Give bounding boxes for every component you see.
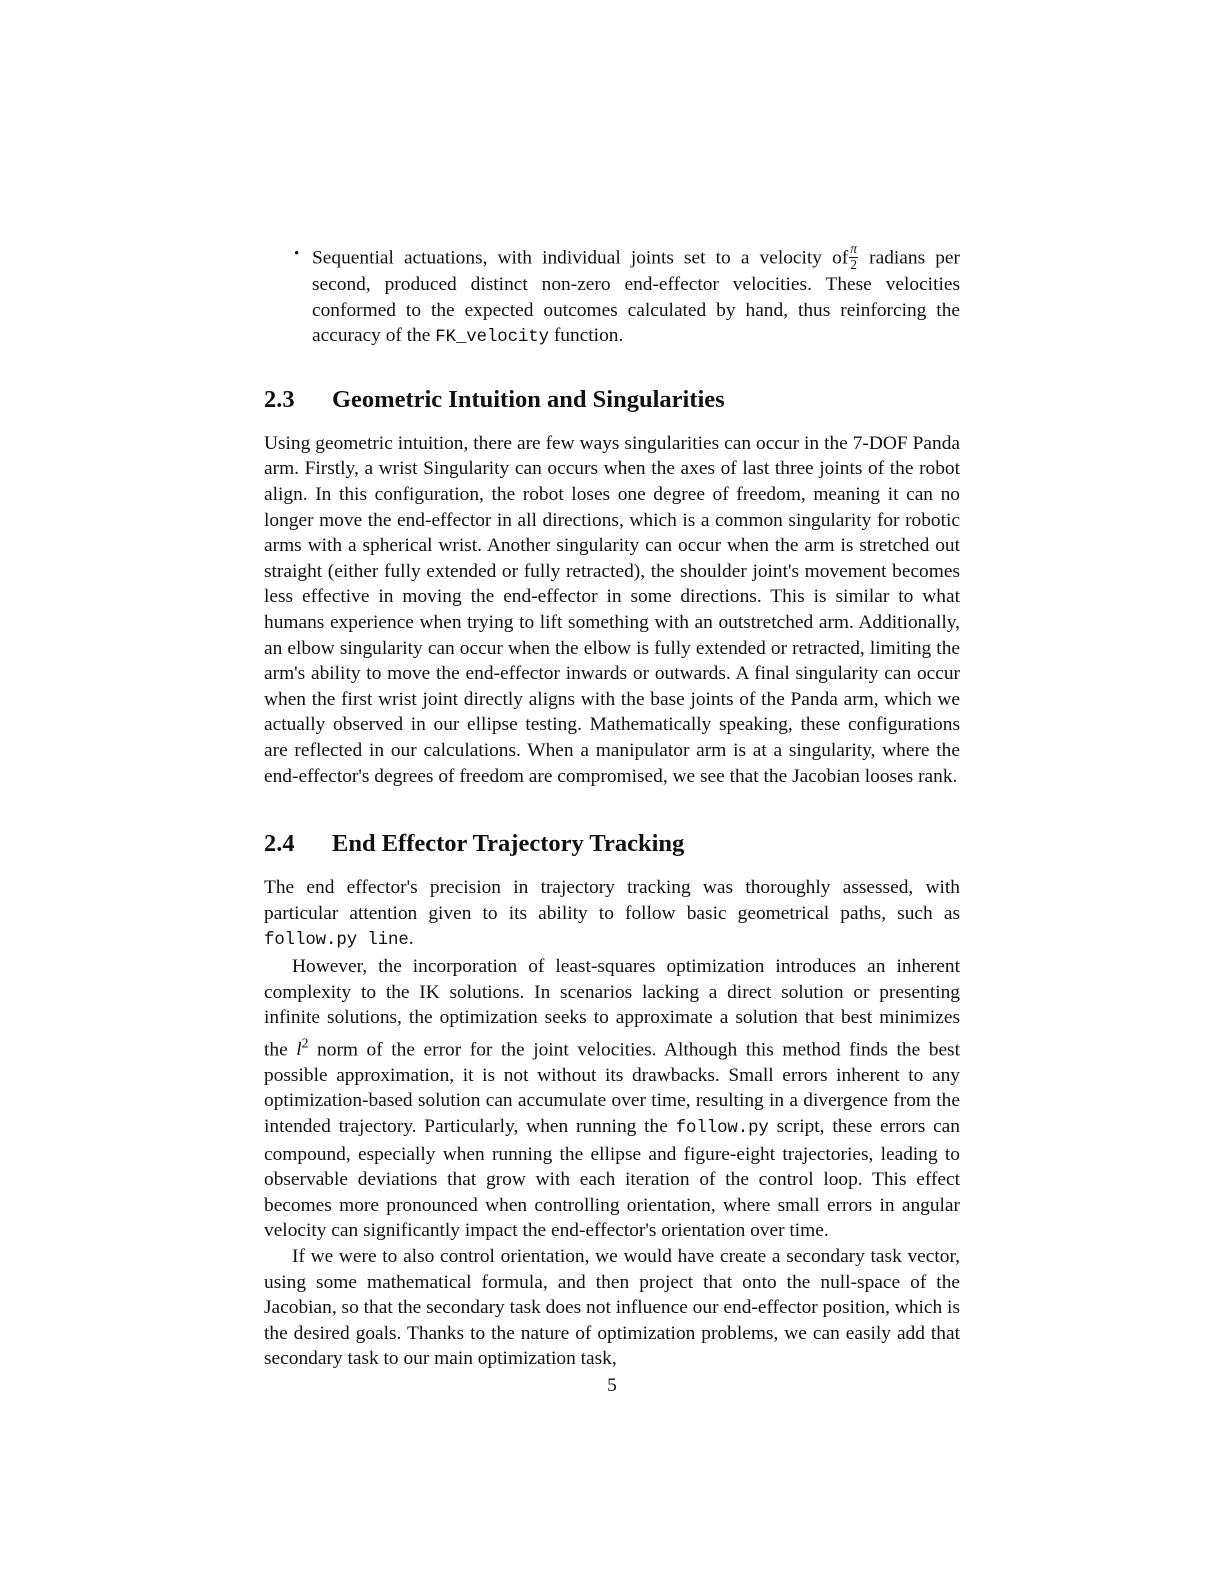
paragraph-2-part-2: norm of the error for the joint velocities. Although this method finds the best possible approximation, it is not without its drawbacks. Small errors inherent to any optimization-based solution can accumulate over time, resulting in a divergence from the intended trajectory. Particularly, when running the xyxy=(264,1039,960,1137)
page-number: 5 xyxy=(607,1375,617,1396)
section-2-3-paragraph: Using geometric intuition, there are few ways singularities can occur in the 7-DOF Panda arm. Firstly, a wrist Singularity can occurs when the axes of last three joints of the robot align. In this configuration, the robot loses one degree of freedom, meaning it can no longer move the end-effector in all directions, which is a common singularity for robotic arms with a spherical wrist. Another singularity can occur when the arm is stretched out straight (either fully extended or fully retracted), the shoulder joint's movement becomes less effective in moving the end-effector in some directions. This is similar to what humans experience when trying to lift something with an outstretched arm. Additionally, an elbow singularity can occur when the elbow is fully extended or retracted, limiting the arm's ability to move the end-effector inwards or outwards. A final singularity can occur when the first wrist joint directly aligns with the base joints of the Panda arm, which we actually observed in our ellipse testing. Mathematically speaking, these configurations are reflected in our calculations. When a manipulator arm is at a singularity, where the end-effector's degrees of freedom are compromised, we see that the Jacobian looses rank. xyxy=(264,432,960,787)
bullet-marker: • xyxy=(294,246,300,262)
paragraph-1-text-after-code: . xyxy=(408,928,414,950)
section-heading-2-4 xyxy=(264,829,960,859)
bullet-text-after-fraction: radians per second, produced distinct non-zero end-effector velocities. These velocities conformed to the expected outcomes calculated by hand, thus reinforcing the accuracy of the xyxy=(312,247,960,347)
code-follow-py-line: follow.py line xyxy=(264,931,409,951)
code-follow-py: follow.py xyxy=(675,1118,769,1138)
math-superscript-2: 2 xyxy=(301,1035,309,1051)
list-item xyxy=(264,242,960,351)
bullet-text-before-fraction: Sequential actuations, with individual joints set to a velocity of xyxy=(312,247,849,269)
section-number-2-4: 2.4 xyxy=(264,830,295,858)
paragraph-2-part-3: script, these errors can compound, especially when running the ellipse and figure-eight trajectories, leading to observable deviations that grow with each iteration of the control loop. This effect becomes more pronounced when controlling orientation, where small errors in angular velocity can significantly impact the end-effector's orientation over time. xyxy=(264,1115,960,1242)
section-2-4-paragraph-1 xyxy=(264,875,960,954)
code-fk-velocity: FK_velocity xyxy=(435,328,549,348)
fraction-denominator: 2 xyxy=(850,257,858,273)
section-title-2-3: Geometric Intuition and Singularities xyxy=(332,385,725,413)
bullet-list xyxy=(264,242,960,351)
section-number-2-3: 2.3 xyxy=(264,385,295,413)
paragraph-1-text-before-code: The end effector's precision in trajectory tracking was thoroughly assessed, with particular attention given to its ability to follow basic geometrical paths, such as xyxy=(264,877,960,924)
section-2-4-paragraph-3: If we were to also control orientation, we would have create a secondary task vector, using some mathematical formula, and then project that onto the null-space of the Jacobian, so that the secondary task does not influence our end-effector position, which is the desired goals. Thanks to the nature of optimization problems, we can easily add that secondary task to our main optimization task, xyxy=(264,1245,960,1370)
math-variable-l: l xyxy=(296,1039,302,1061)
section-heading-2-3 xyxy=(264,385,960,415)
paragraph-2-part-1: However, the incorporation of least-squares optimization introduces an inherent complexity to the IK solutions. In scenarios lacking a direct solution or presenting infinite solutions, the optimization seeks to approximate a solution that best minimizes the xyxy=(264,955,960,1061)
section-title-2-4: End Effector Trajectory Tracking xyxy=(332,830,685,858)
section-2-4-paragraph-2 xyxy=(264,954,960,1244)
fraction-numerator: π xyxy=(850,241,858,256)
fraction-pi-over-2 xyxy=(849,242,858,272)
page-content xyxy=(264,242,960,1372)
math-l-squared xyxy=(296,1035,309,1061)
bullet-text-end: function. xyxy=(553,325,624,347)
